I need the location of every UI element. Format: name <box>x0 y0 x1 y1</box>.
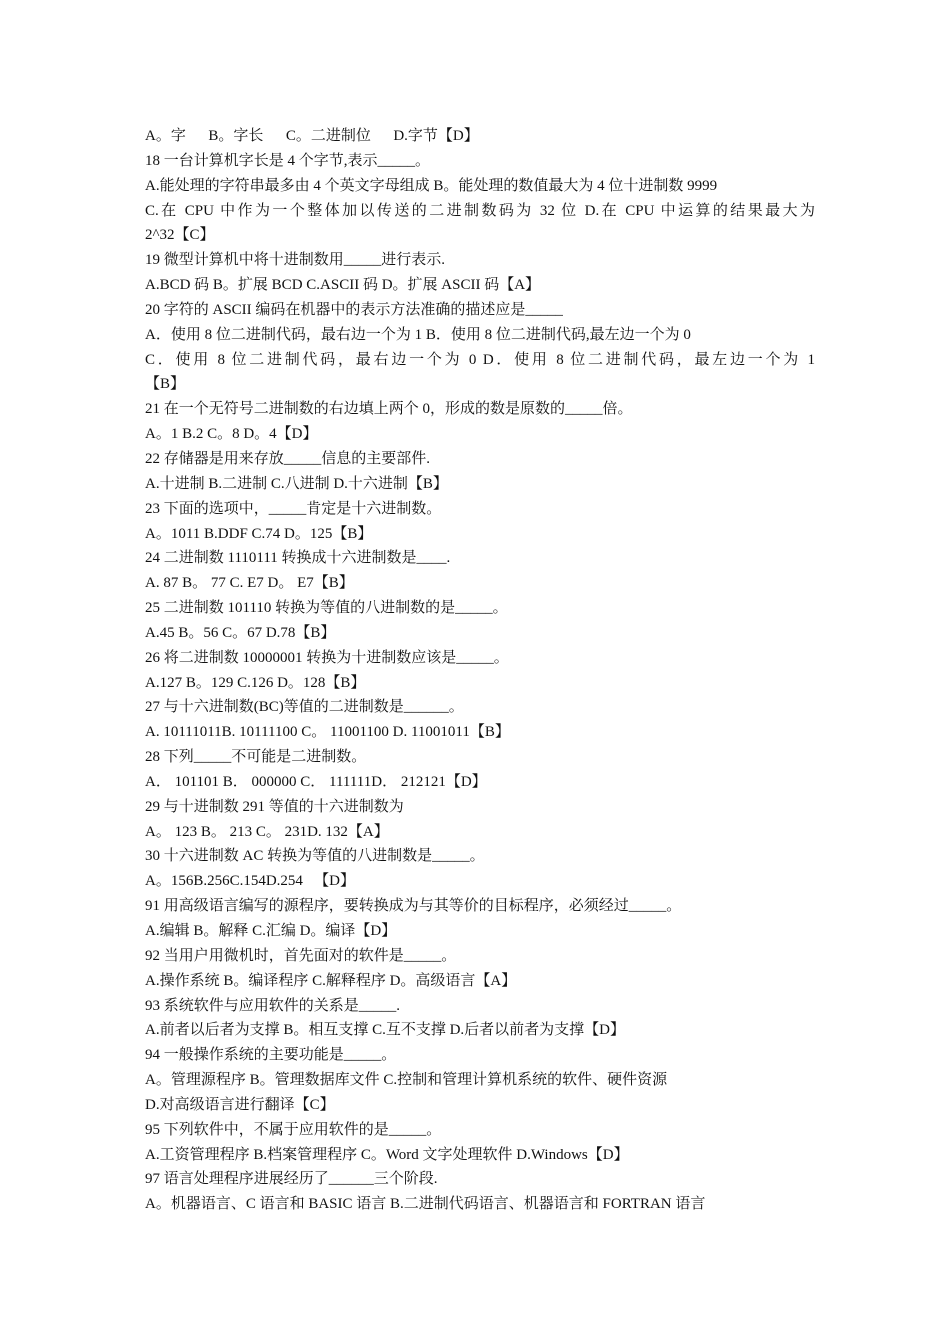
text-line: A.能处理的字符串最多由 4 个英文字母组成 B。能处理的数值最大为 4 位十进制数 9999 <box>145 177 718 194</box>
text-line: 24 二进制数 1110111 转换成十六进制数是____. <box>145 550 451 567</box>
text-line: 2^32【C】 <box>145 227 215 244</box>
text-line: 28 下列_____不可能是二进制数。 <box>145 749 367 766</box>
text-line: 91 用高级语言编写的源程序，要转换成为与其等价的目标程序，必须经过_____。 <box>145 898 682 915</box>
text-line: 95 下列软件中，不属于应用软件的是_____。 <box>145 1121 442 1138</box>
text-line: 29 与十进制数 291 等值的十六进制数为 <box>145 798 404 815</box>
text-line: 92 当用户用微机时，首先面对的软件是_____。 <box>145 947 457 964</box>
text-line: A。机器语言、C 语言和 BASIC 语言 B.二进制代码语言、机器语言和 FORTRAN 语言 <box>145 1196 706 1213</box>
text-line: A.十进制 B.二进制 C.八进制 D.十六进制【B】 <box>145 475 448 492</box>
text-line: A. 87 B。 77 C. E7 D。 E7【B】 <box>145 575 354 592</box>
text-line: A。156B.256C.154D.254 【D】 <box>145 873 356 890</box>
question-text-block <box>145 124 815 1217</box>
text-line: 18 一台计算机字长是 4 个字节,表示_____。 <box>145 152 431 169</box>
text-line: D.对高级语言进行翻译【C】 <box>145 1096 335 1113</box>
text-line: A。1 B.2 C。8 D。4【D】 <box>145 426 318 443</box>
text-line: 22 存储器是用来存放_____信息的主要部件. <box>145 450 431 467</box>
text-line: A. 10111011B. 10111100 C。 11001100 D. 11001011【B】 <box>145 724 510 741</box>
text-line: 30 十六进制数 AC 转换为等值的八进制数是_____。 <box>145 848 485 865</box>
text-line: 27 与十六进制数(BC)等值的二进制数是______。 <box>145 699 464 716</box>
text-line: A.工资管理程序 B.档案管理程序 C。Word 文字处理软件 D.Windows【D】 <box>145 1146 629 1163</box>
text-line: A。1011 B.DDF C.74 D。125【B】 <box>145 525 373 542</box>
text-line: 20 字符的 ASCII 编码在机器中的表示方法准确的描述应是_____ <box>145 301 563 318</box>
text-line: A．使用 8 位二进制代码，最右边一个为 1 B．使用 8 位二进制代码,最左边一个为 0 <box>145 326 691 343</box>
text-line: A。 123 B。 213 C。 231D. 132【A】 <box>145 823 389 840</box>
text-line: 21 在一个无符号二进制数的右边填上两个 0，形成的数是原数的_____倍。 <box>145 401 633 418</box>
text-line: A.127 B。129 C.126 D。128【B】 <box>145 674 366 691</box>
text-line: A.BCD 码 B。扩展 BCD C.ASCII 码 D。扩展 ASCII 码【A】 <box>145 277 541 294</box>
text-line: C．使用 8 位二进制代码，最右边一个为 0 D．使用 8 位二进制代码，最左边一个为 1 <box>145 351 815 368</box>
text-line: 93 系统软件与应用软件的关系是_____. <box>145 997 401 1014</box>
text-line: 94 一般操作系统的主要功能是_____。 <box>145 1047 397 1064</box>
text-line: 23 下面的选项中，_____肯定是十六进制数。 <box>145 500 442 517</box>
text-line: A。管理源程序 B。管理数据库文件 C.控制和管理计算机系统的软件、硬件资源 <box>145 1072 668 1089</box>
text-line: 【B】 <box>145 376 186 393</box>
text-line: A． 101101 B． 000000 C． 111111D． 212121【D】 <box>145 773 487 790</box>
text-line: 26 将二进制数 10000001 转换为十进制数应该是_____。 <box>145 649 509 666</box>
text-line: A.前者以后者为支撑 B。相互支撑 C.互不支撑 D.后者以前者为支撑【D】 <box>145 1022 626 1039</box>
text-line: A.操作系统 B。编译程序 C.解释程序 D。高级语言【A】 <box>145 972 517 989</box>
text-line: A.45 B。56 C。67 D.78【B】 <box>145 624 336 641</box>
text-line: C.在 CPU 中作为一个整体加以传送的二进制数码为 32 位 D.在 CPU 中运算的结果最大为 <box>145 202 815 219</box>
text-line: 25 二进制数 101110 转换为等值的八进制数的是_____。 <box>145 600 508 617</box>
text-line: A.编辑 B。解释 C.汇编 D。编译【D】 <box>145 923 397 939</box>
text-line: A。字 B。字长 C。二进制位 D.字节【D】 <box>145 128 479 144</box>
text-line: 97 语言处理程序进展经历了______三个阶段. <box>145 1171 438 1188</box>
text-line: 19 微型计算机中将十进制数用_____进行表示. <box>145 252 446 269</box>
